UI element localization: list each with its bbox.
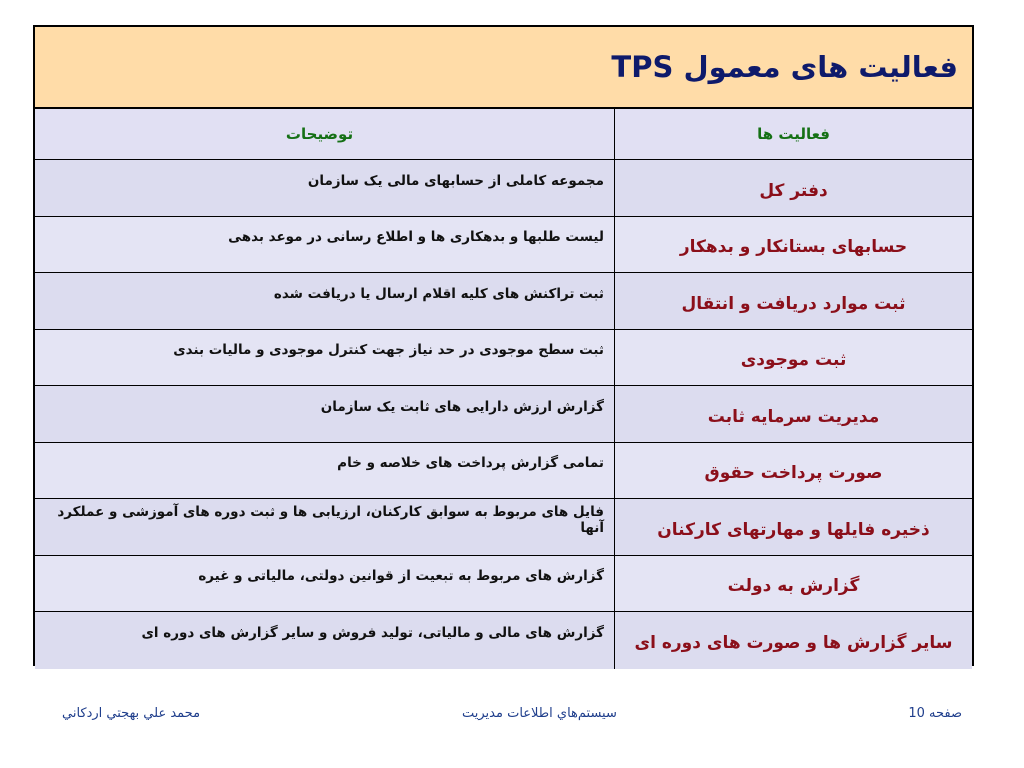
activity-label: ثبت موارد دریافت و انتقال — [681, 293, 906, 314]
activity-cell — [614, 160, 972, 216]
header-activity: فعالیت ها — [757, 125, 830, 143]
activity-label: دفتر کل — [759, 180, 828, 201]
description-cell — [35, 499, 614, 555]
description-cell — [35, 443, 614, 499]
description-cell — [35, 556, 614, 612]
activity-label: حسابهای بستانکار و بدهکار — [679, 237, 908, 258]
activity-label: سایر گزارش ها و صورت های دوره ای — [634, 633, 953, 654]
table-row — [35, 273, 972, 330]
table-body — [35, 160, 972, 669]
activity-label: گزارش به دولت — [727, 576, 860, 597]
description-cell — [35, 612, 614, 669]
activity-cell — [614, 273, 972, 329]
description-text: تمامی گزارش پرداخت های خلاصه و خام — [337, 455, 604, 472]
activity-cell — [614, 386, 972, 442]
activity-cell — [614, 556, 972, 612]
activity-cell — [614, 330, 972, 386]
activity-cell — [614, 499, 972, 555]
description-text: لیست طلبها و بدهکاری ها و اطلاع رسانی در موعد بدهی — [228, 229, 604, 246]
description-text: گزارش های مربوط به تبعیت از قوانین دولتی، مالیاتی و غیره — [198, 568, 604, 585]
table-row — [35, 217, 972, 274]
description-cell — [35, 330, 614, 386]
description-text: مجموعه کاملی از حسابهای مالی یک سازمان — [307, 172, 604, 189]
header-activity-cell — [614, 109, 972, 159]
header-description-cell — [35, 109, 614, 159]
table-row — [35, 386, 972, 443]
table-title-row — [35, 27, 972, 109]
table-row — [35, 499, 972, 556]
activity-label: ذخیره فایلها و مهارتهای کارکنان — [657, 519, 930, 540]
footer-course-title: سيستم‌هاي اطلاعات مديريت — [462, 706, 617, 721]
header-description: توضیحات — [285, 125, 354, 143]
slide-footer — [0, 706, 1024, 730]
description-text: فایل های مربوط به سوابق کارکنان، ارزیابی ها و ثبت دوره های آموزشی و عملکرد آنها — [57, 503, 604, 536]
activity-cell — [614, 217, 972, 273]
table-row — [35, 612, 972, 669]
activity-label: ثبت موجودی — [740, 350, 847, 371]
activity-cell — [614, 443, 972, 499]
activity-cell — [614, 612, 972, 669]
description-text: ثبت سطح موجودی در حد نیاز جهت کنترل موجودی و مالیات بندی — [173, 342, 604, 359]
tps-activities-table — [33, 25, 974, 666]
activity-label: صورت پرداخت حقوق — [704, 463, 883, 484]
description-cell — [35, 386, 614, 442]
description-text: گزارش ارزش دارایی های ثابت یک سازمان — [320, 398, 604, 415]
table-row — [35, 556, 972, 613]
table-row — [35, 443, 972, 500]
activity-label: مدیریت سرمایه ثابت — [707, 406, 880, 427]
table-header-row — [35, 109, 972, 160]
footer-page-number: صفحه 10 — [908, 706, 962, 721]
table-row — [35, 330, 972, 387]
description-cell — [35, 160, 614, 216]
description-cell — [35, 273, 614, 329]
table-row — [35, 160, 972, 217]
description-cell — [35, 217, 614, 273]
table-title: فعالیت های معمول TPS — [611, 50, 958, 84]
footer-author: محمد علي بهجتي اردكاني — [62, 706, 201, 721]
description-text: گزارش های مالی و مالیاتی، تولید فروش و سایر گزارش های دوره ای — [141, 625, 604, 642]
description-text: ثبت تراکنش های کلیه اقلام ارسال یا دریافت شده — [273, 285, 604, 302]
